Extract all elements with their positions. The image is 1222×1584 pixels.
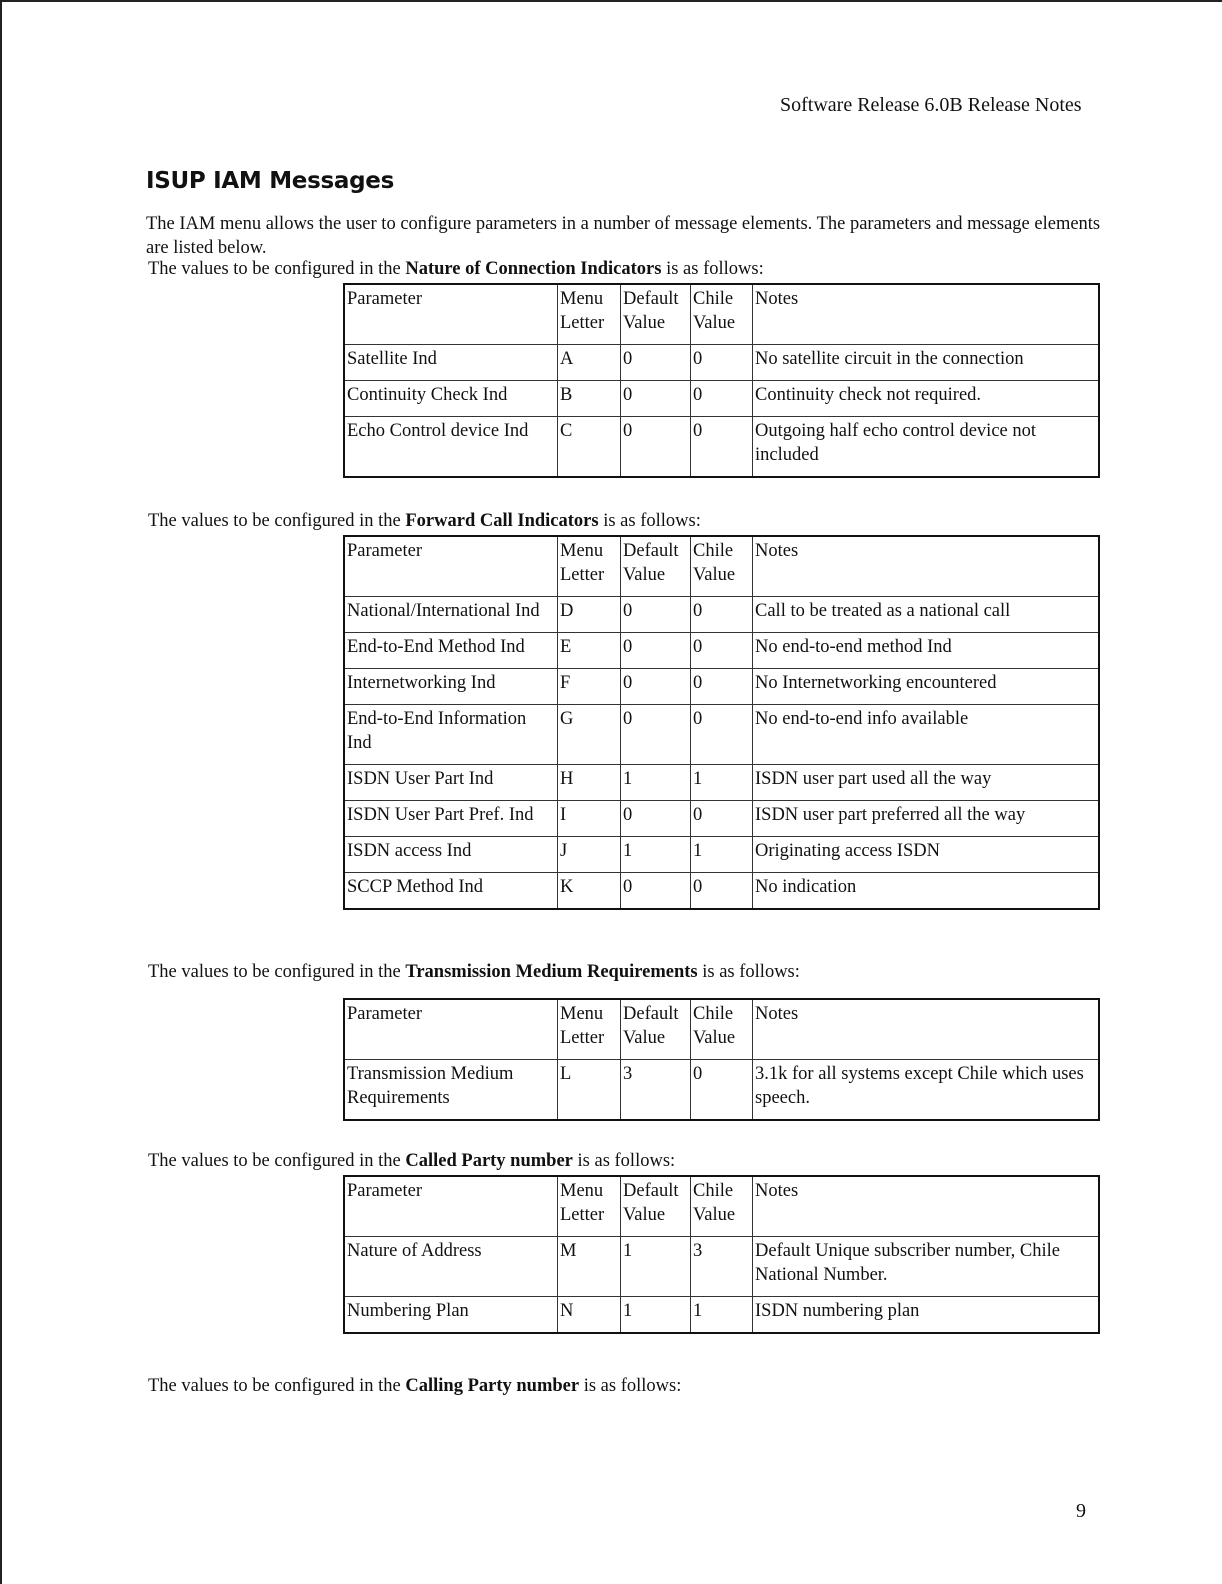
table-header-row xyxy=(344,284,1099,345)
cell-chile-value: 1 xyxy=(691,1297,753,1334)
cell-menu-letter: J xyxy=(558,837,621,873)
header-notes: Notes xyxy=(753,536,1100,597)
header-parameter: Parameter xyxy=(344,284,558,345)
header-menu-letter: Menu Letter xyxy=(558,536,621,597)
table-row xyxy=(344,345,1099,381)
cell-chile-value: 0 xyxy=(691,417,753,478)
header-default-value: Default Value xyxy=(621,284,691,345)
header-notes: Notes xyxy=(753,1176,1100,1237)
cell-notes: Continuity check not required. xyxy=(753,381,1100,417)
header-chile-value: Chile Value xyxy=(691,1176,753,1237)
cell-chile-value: 0 xyxy=(691,801,753,837)
header-default-value: Default Value xyxy=(621,999,691,1060)
cell-parameter: ISDN User Part Pref. Ind xyxy=(344,801,558,837)
cell-parameter: Internetworking Ind xyxy=(344,669,558,705)
cell-chile-value: 0 xyxy=(691,669,753,705)
cell-default-value: 0 xyxy=(621,669,691,705)
cell-chile-value: 0 xyxy=(691,633,753,669)
table-header-row xyxy=(344,999,1099,1060)
section-title: ISUP IAM Messages xyxy=(146,168,394,194)
caption-called-party: The values to be configured in the Called Party number is as follows: xyxy=(148,1151,676,1171)
cell-menu-letter: G xyxy=(558,705,621,765)
cell-parameter: ISDN User Part Ind xyxy=(344,765,558,801)
cell-parameter: Numbering Plan xyxy=(344,1297,558,1334)
table-row xyxy=(344,765,1099,801)
cell-default-value: 0 xyxy=(621,597,691,633)
cell-default-value: 1 xyxy=(621,1237,691,1297)
cell-menu-letter: A xyxy=(558,345,621,381)
cell-notes: No indication xyxy=(753,873,1100,910)
cell-default-value: 0 xyxy=(621,633,691,669)
header-menu-letter: Menu Letter xyxy=(558,1176,621,1237)
cell-default-value: 0 xyxy=(621,381,691,417)
table-row xyxy=(344,633,1099,669)
cell-notes: Default Unique subscriber number, Chile National Number. xyxy=(753,1237,1100,1297)
cell-chile-value: 1 xyxy=(691,765,753,801)
table-row xyxy=(344,669,1099,705)
cell-default-value: 0 xyxy=(621,801,691,837)
cell-menu-letter: I xyxy=(558,801,621,837)
cell-notes: ISDN user part preferred all the way xyxy=(753,801,1100,837)
cell-menu-letter: F xyxy=(558,669,621,705)
page-number: 9 xyxy=(1076,1500,1086,1522)
cell-parameter: SCCP Method Ind xyxy=(344,873,558,910)
cell-default-value: 1 xyxy=(621,765,691,801)
table-row xyxy=(344,1060,1099,1121)
cell-chile-value: 0 xyxy=(691,705,753,765)
cell-parameter: Satellite Ind xyxy=(344,345,558,381)
running-header: Software Release 6.0B Release Notes xyxy=(780,94,1082,116)
cell-menu-letter: L xyxy=(558,1060,621,1121)
table-called-party-number xyxy=(343,1175,1100,1334)
table-row xyxy=(344,1237,1099,1297)
cell-default-value: 0 xyxy=(621,417,691,478)
cell-parameter: National/International Ind xyxy=(344,597,558,633)
cell-chile-value: 0 xyxy=(691,597,753,633)
table-row xyxy=(344,705,1099,765)
cell-parameter: Nature of Address xyxy=(344,1237,558,1297)
cell-parameter: ISDN access Ind xyxy=(344,837,558,873)
cell-parameter: Echo Control device Ind xyxy=(344,417,558,478)
cell-notes: No end-to-end method Ind xyxy=(753,633,1100,669)
cell-menu-letter: D xyxy=(558,597,621,633)
table-forward-call-indicators xyxy=(343,535,1100,910)
cell-notes: No satellite circuit in the connection xyxy=(753,345,1100,381)
cell-parameter: End-to-End Information Ind xyxy=(344,705,558,765)
cell-menu-letter: K xyxy=(558,873,621,910)
cell-default-value: 3 xyxy=(621,1060,691,1121)
cell-menu-letter: B xyxy=(558,381,621,417)
header-menu-letter: Menu Letter xyxy=(558,284,621,345)
caption-transmission-medium: The values to be configured in the Transmission Medium Requirements is as follows: xyxy=(148,962,800,982)
cell-notes: Call to be treated as a national call xyxy=(753,597,1100,633)
table-row xyxy=(344,801,1099,837)
header-parameter: Parameter xyxy=(344,1176,558,1237)
cell-default-value: 0 xyxy=(621,705,691,765)
table-row xyxy=(344,1297,1099,1334)
table-row xyxy=(344,837,1099,873)
cell-default-value: 0 xyxy=(621,873,691,910)
table-header-row xyxy=(344,1176,1099,1237)
table-transmission-medium xyxy=(343,998,1100,1121)
table-row xyxy=(344,381,1099,417)
table-row xyxy=(344,873,1099,910)
caption-calling-party: The values to be configured in the Calling Party number is as follows: xyxy=(148,1376,682,1396)
cell-default-value: 0 xyxy=(621,345,691,381)
table-nature-of-connection xyxy=(343,283,1100,478)
cell-notes: Originating access ISDN xyxy=(753,837,1100,873)
header-parameter: Parameter xyxy=(344,999,558,1060)
header-notes: Notes xyxy=(753,999,1100,1060)
cell-chile-value: 0 xyxy=(691,345,753,381)
header-chile-value: Chile Value xyxy=(691,284,753,345)
cell-menu-letter: C xyxy=(558,417,621,478)
cell-parameter: Continuity Check Ind xyxy=(344,381,558,417)
caption-nature-of-connection: The values to be configured in the Nature of Connection Indicators is as follows: xyxy=(148,259,764,279)
cell-menu-letter: E xyxy=(558,633,621,669)
cell-parameter: Transmission Medium Requirements xyxy=(344,1060,558,1121)
cell-parameter: End-to-End Method Ind xyxy=(344,633,558,669)
header-notes: Notes xyxy=(753,284,1100,345)
cell-chile-value: 3 xyxy=(691,1237,753,1297)
cell-menu-letter: N xyxy=(558,1297,621,1334)
cell-menu-letter: M xyxy=(558,1237,621,1297)
cell-chile-value: 0 xyxy=(691,1060,753,1121)
cell-chile-value: 0 xyxy=(691,873,753,910)
cell-notes: No Internetworking encountered xyxy=(753,669,1100,705)
cell-notes: Outgoing half echo control device not included xyxy=(753,417,1100,478)
header-default-value: Default Value xyxy=(621,536,691,597)
cell-notes: ISDN user part used all the way xyxy=(753,765,1100,801)
header-menu-letter: Menu Letter xyxy=(558,999,621,1060)
header-chile-value: Chile Value xyxy=(691,536,753,597)
table-row xyxy=(344,417,1099,478)
header-default-value: Default Value xyxy=(621,1176,691,1237)
table-header-row xyxy=(344,536,1099,597)
cell-default-value: 1 xyxy=(621,837,691,873)
cell-notes: No end-to-end info available xyxy=(753,705,1100,765)
cell-notes: 3.1k for all systems except Chile which uses speech. xyxy=(753,1060,1100,1121)
cell-chile-value: 0 xyxy=(691,381,753,417)
table-row xyxy=(344,597,1099,633)
cell-notes: ISDN numbering plan xyxy=(753,1297,1100,1334)
header-chile-value: Chile Value xyxy=(691,999,753,1060)
header-parameter: Parameter xyxy=(344,536,558,597)
caption-forward-call: The values to be configured in the Forward Call Indicators is as follows: xyxy=(148,511,701,531)
cell-chile-value: 1 xyxy=(691,837,753,873)
intro-paragraph: The IAM menu allows the user to configure parameters in a number of message elements. The parameters and message elements are listed below. xyxy=(146,214,1101,258)
cell-default-value: 1 xyxy=(621,1297,691,1334)
cell-menu-letter: H xyxy=(558,765,621,801)
